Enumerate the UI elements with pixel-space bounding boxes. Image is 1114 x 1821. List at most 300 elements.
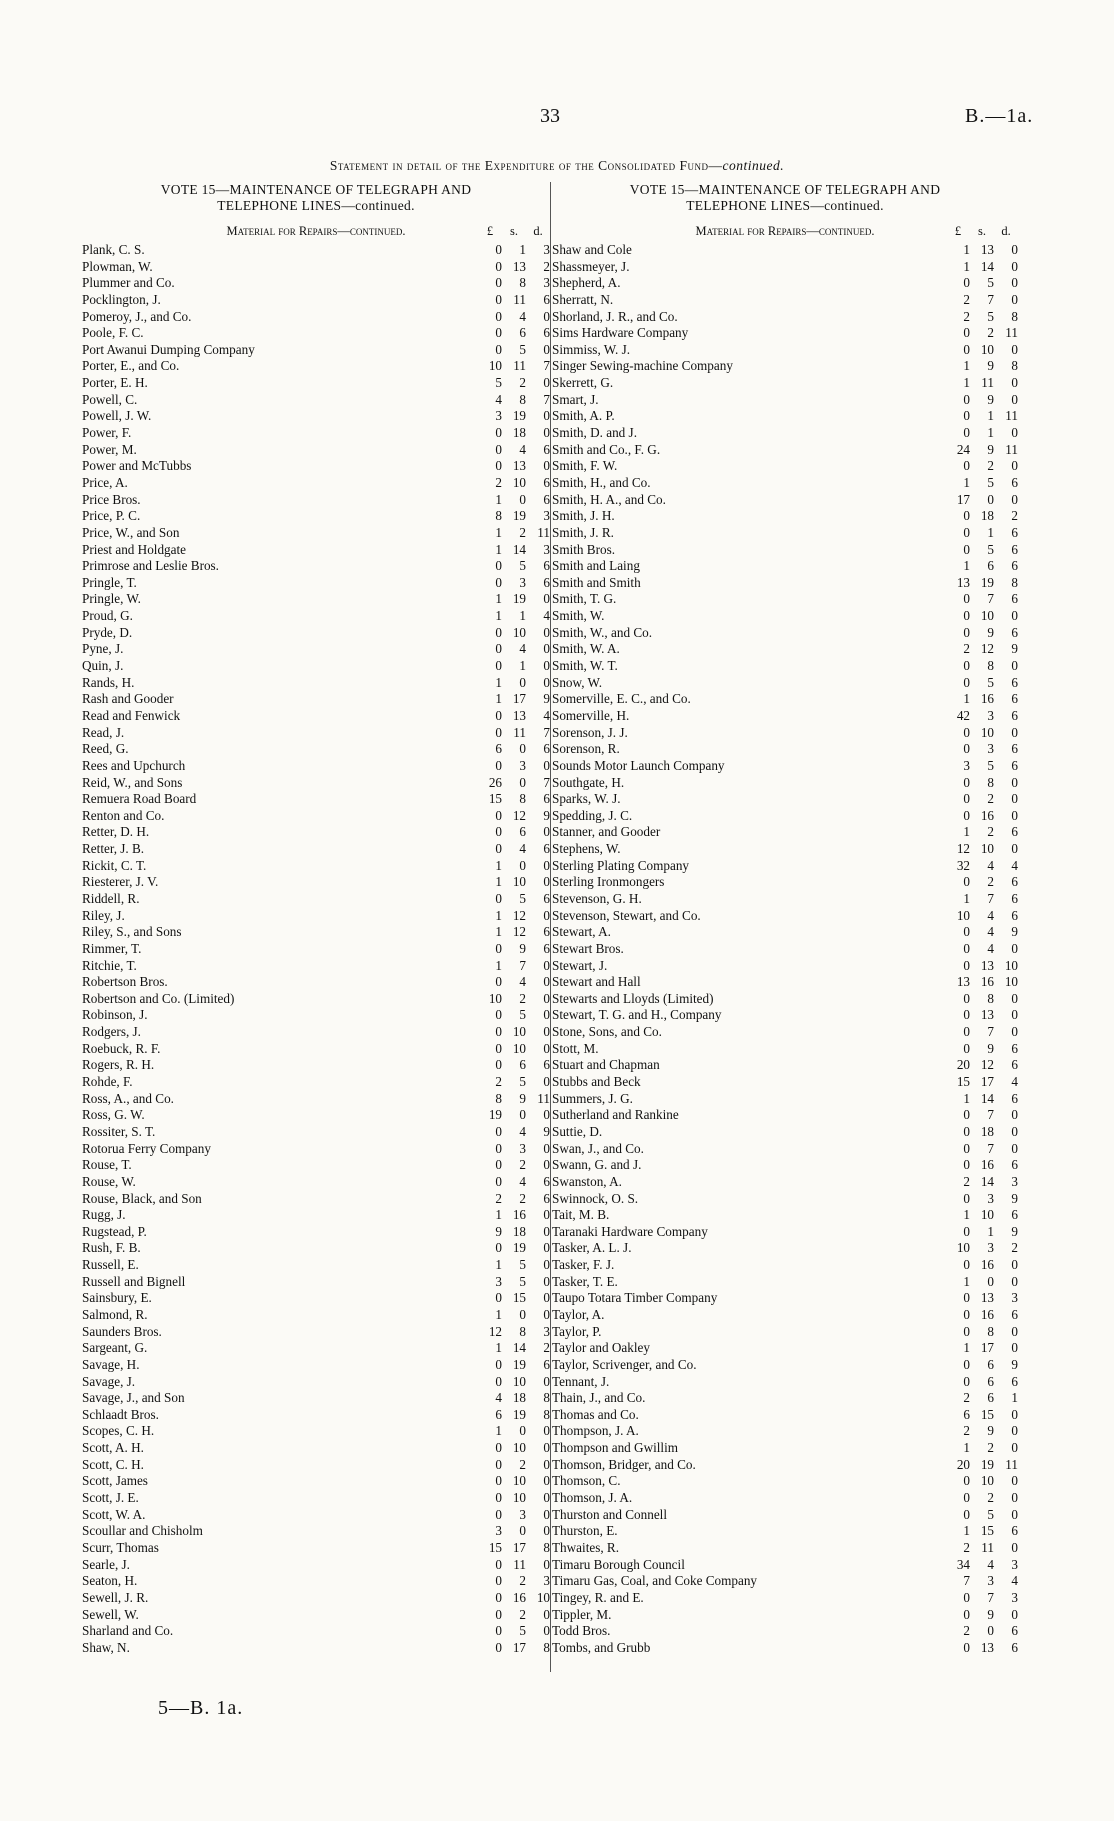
table-row [82,1423,550,1440]
table-row [552,608,1018,625]
shillings-value: 7 [987,1024,994,1040]
shillings-value: 18 [512,1390,526,1406]
pounds-value: 0 [495,1589,502,1605]
pence-value: 0 [1011,841,1018,857]
table-row [82,908,550,925]
pence-value: 6 [543,1173,550,1189]
table-row [552,1007,1018,1024]
payee-name: Stanner, and Gooder [552,824,661,840]
pounds-value: 1 [963,1273,970,1289]
pence-value: 0 [543,1140,550,1156]
pounds-header: £ [486,224,494,238]
shillings-value: 11 [981,1539,994,1555]
pence-value: 0 [543,974,550,990]
shillings-value: 8 [519,791,526,807]
payee-name: Smart, J. [552,391,599,407]
pounds-value: 0 [495,1024,502,1040]
table-row [82,658,550,675]
pounds-value: 0 [963,1223,970,1239]
pence-value: 8 [543,1390,550,1406]
table-row [82,874,550,891]
statement-title-continued: continued. [722,158,785,173]
payee-name: Taylor, Scrivenger, and Co. [552,1356,697,1372]
payee-name: Rotorua Ferry Company [82,1140,211,1156]
pence-value: 0 [543,1207,550,1223]
shillings-value: 2 [519,990,526,1006]
pence-value: 0 [543,408,550,424]
pence-value: 0 [1011,1490,1018,1506]
payee-name: Savage, J., and Son [82,1390,185,1406]
table-row [552,1523,1018,1540]
payee-name: Plank, C. S. [82,242,145,257]
pounds-value: 34 [956,1556,970,1572]
payee-name: Swan, J., and Co. [552,1140,644,1156]
pounds-value: 0 [495,1623,502,1639]
table-row [552,708,1018,725]
table-row [82,508,550,525]
page-number: 33 [540,105,560,127]
payee-name: Smith, D. and J. [552,425,637,441]
pence-value: 6 [1011,707,1018,723]
shillings-value: 2 [519,1456,526,1472]
pence-value: 0 [543,874,550,890]
statement-title [0,158,1114,174]
shillings-value: 10 [980,724,994,740]
payee-name: Ross, A., and Co. [82,1090,174,1106]
shillings-value: 2 [987,824,994,840]
table-row [552,375,1018,392]
table-row [82,1091,550,1108]
shillings-value: 0 [519,1523,526,1539]
table-row [82,1141,550,1158]
payee-name: Reid, W., and Sons [82,774,183,790]
pounds-value: 0 [495,1040,502,1056]
table-row [82,342,550,359]
payee-name: Smith and Smith [552,574,641,590]
table-row [82,791,550,808]
payee-name: Tippler, M. [552,1606,612,1622]
pounds-value: 0 [963,325,970,341]
shillings-value: 13 [512,707,526,723]
table-row [82,1107,550,1124]
table-row [552,442,1018,459]
pence-value: 0 [543,458,550,474]
pounds-value: 0 [963,774,970,790]
table-row [552,1091,1018,1108]
payee-name: Pryde, D. [82,624,133,640]
table-row [552,1107,1018,1124]
shillings-value: 11 [513,358,526,374]
pounds-header: £ [954,224,962,238]
payee-name: Sims Hardware Company [552,325,689,341]
table-row [82,1557,550,1574]
payee-name: Smith and Co., F. G. [552,441,661,457]
pence-value: 11 [537,1090,550,1106]
pence-value: 0 [543,1074,550,1090]
shillings-value: 8 [987,1323,994,1339]
payee-name: Swanston, A. [552,1173,622,1189]
pence-value: 0 [543,824,550,840]
pence-value: 0 [1011,1606,1018,1622]
payee-name: Smith Bros. [552,541,616,557]
pounds-value: 1 [495,957,502,973]
payee-name: Searle, J. [82,1556,130,1572]
pence-value: 6 [543,890,550,906]
table-row [552,1207,1018,1224]
pence-value: 3 [543,541,550,557]
shillings-value: 10 [980,1207,994,1223]
shillings-value: 0 [987,1273,994,1289]
pounds-value: 1 [495,541,502,557]
shillings-value: 5 [519,341,526,357]
pence-value: 3 [543,275,550,291]
table-row [552,425,1018,442]
pence-value: 0 [543,1257,550,1273]
payee-name: Sterling Ironmongers [552,874,665,890]
pounds-value: 0 [963,624,970,640]
shillings-value: 18 [980,1123,994,1139]
table-row [82,1057,550,1074]
table-row [552,775,1018,792]
pounds-value: 8 [495,1090,502,1106]
shillings-value: 11 [513,724,526,740]
shillings-value: 0 [519,491,526,507]
payee-name: Robertson Bros. [82,974,168,990]
payee-name: Thomson, C. [552,1473,621,1489]
shillings-value: 1 [987,1223,994,1239]
pence-value: 3 [543,1323,550,1339]
shillings-value: 1 [519,658,526,674]
payee-name: Tennant, J. [552,1373,610,1389]
pence-value: 0 [1011,774,1018,790]
pounds-value: 1 [963,824,970,840]
pounds-value: 8 [495,508,502,524]
pence-value: 0 [1011,1123,1018,1139]
pence-value: 6 [1011,524,1018,540]
table-row [82,1540,550,1557]
pounds-value: 0 [963,1257,970,1273]
shillings-value: 19 [512,408,526,424]
table-row [552,941,1018,958]
shillings-value: 0 [519,674,526,690]
payee-name: Russell, E. [82,1257,139,1273]
table-row [552,325,1018,342]
pounds-value: 0 [495,458,502,474]
payee-name: Ritchie, T. [82,957,137,973]
pence-value: 6 [543,558,550,574]
payee-name: Rouse, W. [82,1173,136,1189]
pence-value: 4 [1011,857,1018,873]
shillings-value: 4 [987,1556,994,1572]
pounds-value: 1 [963,258,970,274]
table-row [82,1324,550,1341]
pence-value: 11 [1005,408,1018,424]
shillings-value: 10 [512,1024,526,1040]
shillings-value: 4 [519,641,526,657]
pounds-value: 0 [495,1140,502,1156]
pence-value: 0 [543,1473,550,1489]
pence-value: 6 [543,291,550,307]
pounds-value: 2 [495,1190,502,1206]
table-row [82,408,550,425]
pounds-value: 1 [963,375,970,391]
pounds-value: 1 [495,874,502,890]
shillings-value: 13 [980,1290,994,1306]
payee-name: Riesterer, J. V. [82,874,159,890]
table-row [552,1457,1018,1474]
payee-name: Rouse, Black, and Son [82,1190,202,1206]
pence-value: 6 [543,1057,550,1073]
table-row [552,841,1018,858]
payee-name: Swann, G. and J. [552,1157,642,1173]
table-row [552,891,1018,908]
pence-value: 3 [543,1573,550,1589]
pence-value: 0 [543,375,550,391]
table-row [82,525,550,542]
pounds-value: 0 [963,591,970,607]
expenditure-list [82,242,550,1656]
pence-value: 0 [1011,724,1018,740]
table-row [82,1640,550,1657]
table-row [82,275,550,292]
pence-value: 0 [1011,1323,1018,1339]
pounds-value: 1 [495,1207,502,1223]
payee-name: Pringle, T. [82,574,137,590]
pence-value: 0 [543,1506,550,1522]
table-row [552,1540,1018,1557]
table-row [82,1191,550,1208]
pounds-value: 0 [495,658,502,674]
payee-name: Southgate, H. [552,774,625,790]
table-row [82,1573,550,1590]
table-row [82,708,550,725]
table-row [552,691,1018,708]
pence-value: 4 [543,707,550,723]
pence-value: 6 [543,940,550,956]
table-row [552,1290,1018,1307]
payee-name: Thomas and Co. [552,1406,639,1422]
shillings-value: 7 [987,591,994,607]
payee-name: Sherratt, N. [552,291,614,307]
pence-value: 0 [543,624,550,640]
payee-name: Taylor, P. [552,1323,602,1339]
payee-name: Tombs, and Grubb [552,1639,651,1655]
pence-value: 6 [1011,591,1018,607]
pounds-value: 6 [963,1406,970,1422]
table-row [82,1507,550,1524]
shillings-value: 14 [980,258,994,274]
shillings-value: 19 [512,1240,526,1256]
shillings-value: 1 [519,608,526,624]
table-row [82,725,550,742]
table-row [82,1407,550,1424]
shillings-value: 14 [980,1090,994,1106]
payee-name: Taylor and Oakley [552,1340,650,1356]
pence-value: 6 [1011,824,1018,840]
shillings-value: 16 [980,1157,994,1173]
payee-name: Skerrett, G. [552,375,614,391]
pence-value: 0 [1011,391,1018,407]
payee-name: Price, A. [82,474,128,490]
pence-value: 6 [1011,1207,1018,1223]
shillings-value: 8 [519,275,526,291]
table-row [552,392,1018,409]
pence-value: 0 [1011,1406,1018,1422]
shillings-value: 4 [519,1123,526,1139]
pounds-value: 0 [963,1290,970,1306]
payee-name: Rossiter, S. T. [82,1123,156,1139]
pence-value: 0 [1011,1273,1018,1289]
payee-name: Shassmeyer, J. [552,258,630,274]
table-row [552,275,1018,292]
pence-value: 6 [543,574,550,590]
shillings-value: 2 [987,1490,994,1506]
pence-value: 10 [1004,957,1018,973]
pounds-value: 1 [963,242,970,257]
table-row [552,1607,1018,1624]
shillings-value: 14 [980,1173,994,1189]
pence-value: 6 [1011,1307,1018,1322]
pounds-value: 1 [495,1340,502,1356]
shillings-value: 5 [987,474,994,490]
pounds-value: 42 [956,707,970,723]
payee-name: Powell, C. [82,391,138,407]
shillings-value: 5 [519,1257,526,1273]
table-row [552,874,1018,891]
shillings-value: 17 [980,1340,994,1356]
pence-value: 6 [1011,1373,1018,1389]
shillings-value: 0 [519,857,526,873]
pounds-value: 0 [495,325,502,341]
table-row [552,1573,1018,1590]
pounds-value: 13 [956,574,970,590]
table-row [82,1390,550,1407]
pence-value: 3 [543,508,550,524]
pounds-value: 3 [963,757,970,773]
payee-name: Stevenson, G. H. [552,890,642,906]
shillings-value: 5 [987,757,994,773]
table-row [552,808,1018,825]
pounds-value: 5 [495,375,502,391]
pence-value: 6 [1011,1057,1018,1073]
pounds-value: 3 [495,1273,502,1289]
payee-name: Sounds Motor Launch Company [552,757,725,773]
shillings-value: 16 [512,1589,526,1605]
payee-name: Sharland and Co. [82,1623,174,1639]
payee-name: Savage, H. [82,1356,140,1372]
pounds-value: 0 [495,824,502,840]
payee-name: Simmiss, W. J. [552,341,631,357]
shillings-value: 2 [519,1157,526,1173]
table-row [82,1074,550,1091]
pounds-value: 0 [495,441,502,457]
table-row [552,558,1018,575]
pounds-value: 2 [963,291,970,307]
pounds-value: 0 [495,1556,502,1572]
shillings-value: 10 [980,841,994,857]
table-row [552,1074,1018,1091]
table-row [552,791,1018,808]
pence-value: 0 [1011,425,1018,441]
shillings-value: 10 [512,624,526,640]
table-row [82,1440,550,1457]
payee-name: Rohde, F. [82,1074,133,1090]
pounds-value: 3 [495,408,502,424]
shillings-value: 19 [512,591,526,607]
pence-value: 0 [1011,1257,1018,1273]
pounds-value: 1 [963,474,970,490]
table-row [552,641,1018,658]
table-row [82,1224,550,1241]
payee-name: Port Awanui Dumping Company [82,341,255,357]
payee-name: Robertson and Co. (Limited) [82,990,235,1006]
shillings-value: 4 [987,907,994,923]
pence-value: 9 [1011,641,1018,657]
pence-value: 0 [543,1623,550,1639]
table-row [82,891,550,908]
column-divider [550,182,551,1672]
pounds-value: 17 [956,491,970,507]
pence-value: 0 [1011,291,1018,307]
payee-name: Smith, W. [552,608,605,624]
table-row [82,1340,550,1357]
pounds-value: 1 [963,358,970,374]
payee-name: Salmond, R. [82,1307,148,1322]
table-row [552,1507,1018,1524]
pounds-value: 0 [495,1240,502,1256]
payee-name: Russell and Bignell [82,1273,186,1289]
payee-name: Riley, J. [82,907,125,923]
shillings-value: 16 [512,1207,526,1223]
payee-name: Rouse, T. [82,1157,132,1173]
pence-value: 0 [1011,1506,1018,1522]
shillings-value: 2 [519,375,526,391]
pounds-value: 0 [963,341,970,357]
payee-name: Timaru Gas, Coal, and Coke Company [552,1573,758,1589]
shillings-value: 7 [987,890,994,906]
pence-value: 6 [543,924,550,940]
table-row [82,1207,550,1224]
pounds-value: 0 [963,1123,970,1139]
pence-value: 4 [1011,1573,1018,1589]
payee-name: Singer Sewing-machine Company [552,358,733,374]
shillings-value: 9 [987,624,994,640]
payee-name: Stewart Bros. [552,940,624,956]
pounds-value: 0 [495,724,502,740]
shillings-value: 8 [519,1323,526,1339]
pence-value: 11 [1005,1456,1018,1472]
pence-value: 0 [543,757,550,773]
payee-name: Smith, T. G. [552,591,617,607]
pence-value: 10 [536,1589,550,1605]
payee-name: Shaw and Cole [552,242,632,257]
table-row [552,625,1018,642]
shillings-value: 16 [980,1257,994,1273]
table-row [552,1390,1018,1407]
shillings-value: 0 [519,774,526,790]
shillings-value: 2 [519,1573,526,1589]
payee-name: Summers, J. G. [552,1090,633,1106]
pounds-value: 1 [495,1307,502,1322]
table-row [82,675,550,692]
pounds-value: 7 [963,1573,970,1589]
shillings-value: 6 [519,1057,526,1073]
payee-name: Robinson, J. [82,1007,148,1023]
table-row [552,292,1018,309]
pence-value: 3 [1011,1173,1018,1189]
shillings-value: 13 [512,258,526,274]
pounds-value: 2 [963,1623,970,1639]
